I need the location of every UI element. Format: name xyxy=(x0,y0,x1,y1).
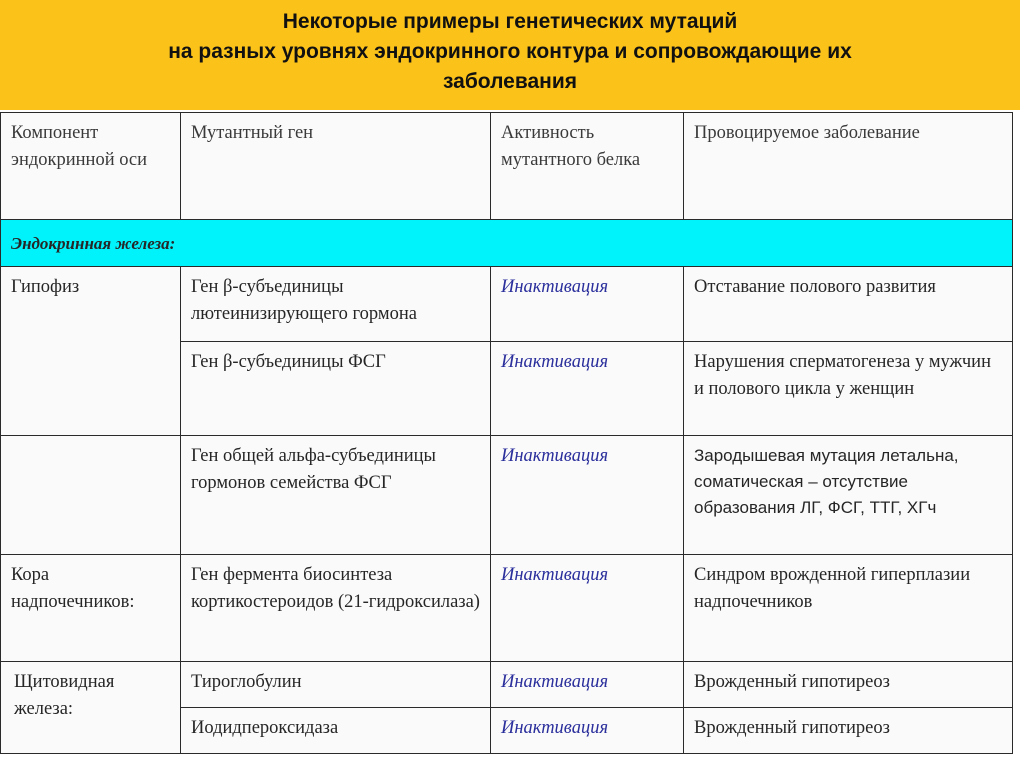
row-disease: Отставание полового развития xyxy=(684,267,1013,342)
table-row xyxy=(1,555,1013,662)
row-activity: Инактивация xyxy=(491,555,684,662)
slide-title-line-2: на разных уровнях эндокринного контура и сопровождающие их xyxy=(168,40,852,63)
row-disease: Врожденный гипотиреоз xyxy=(684,662,1013,708)
row-gene: Ген β-субъединицы ФСГ xyxy=(181,342,491,436)
table-row xyxy=(1,436,1013,555)
row-gene: Тироглобулин xyxy=(181,662,491,708)
section-row xyxy=(1,220,1013,267)
header-component: Компонент эндокринной оси xyxy=(1,113,181,220)
row-gene: Иодидпероксидаза xyxy=(181,708,491,754)
row-component: Кора надпочечников: xyxy=(1,555,181,662)
table-row xyxy=(1,662,1013,708)
row-component: Гипофиз xyxy=(1,267,181,436)
row-disease: Врожденный гипотиреоз xyxy=(684,708,1013,754)
row-gene: Ген β-субъединицы лютеинизирующего гормона xyxy=(181,267,491,342)
mutations-table xyxy=(0,112,1013,754)
slide-title xyxy=(0,0,1022,110)
row-activity: Инактивация xyxy=(491,708,684,754)
slide-title-line-1: Некоторые примеры генетических мутаций xyxy=(282,10,738,33)
table-row xyxy=(1,267,1013,342)
row-component: Щитовидная железа: xyxy=(1,662,181,754)
header-activity: Активность мутантного белка xyxy=(491,113,684,220)
row-disease: Нарушения сперматогенеза у мужчин и полового цикла у женщин xyxy=(684,342,1013,436)
row-activity: Инактивация xyxy=(491,436,684,555)
row-activity: Инактивация xyxy=(491,662,684,708)
row-gene: Ген общей альфа-субъединицы гормонов семейства ФСГ xyxy=(181,436,491,555)
row-disease: Синдром врожденной гиперплазии надпочечников xyxy=(684,555,1013,662)
row-gene: Ген фермента биосинтеза кортикостероидов (21-гидроксилаза) xyxy=(181,555,491,662)
slide-title-line-3: заболевания xyxy=(442,70,578,93)
header-disease: Провоцируемое заболевание xyxy=(684,113,1013,220)
row-component xyxy=(1,436,181,555)
header-gene: Мутантный ген xyxy=(181,113,491,220)
table-header-row xyxy=(1,113,1013,220)
section-label: Эндокринная железа: xyxy=(1,220,1013,267)
row-disease: Зародышевая мутация летальна, соматическая – отсутствие образования ЛГ, ФСГ, ТТГ, ХГч xyxy=(684,436,1013,555)
row-activity: Инактивация xyxy=(491,342,684,436)
row-activity: Инактивация xyxy=(491,267,684,342)
